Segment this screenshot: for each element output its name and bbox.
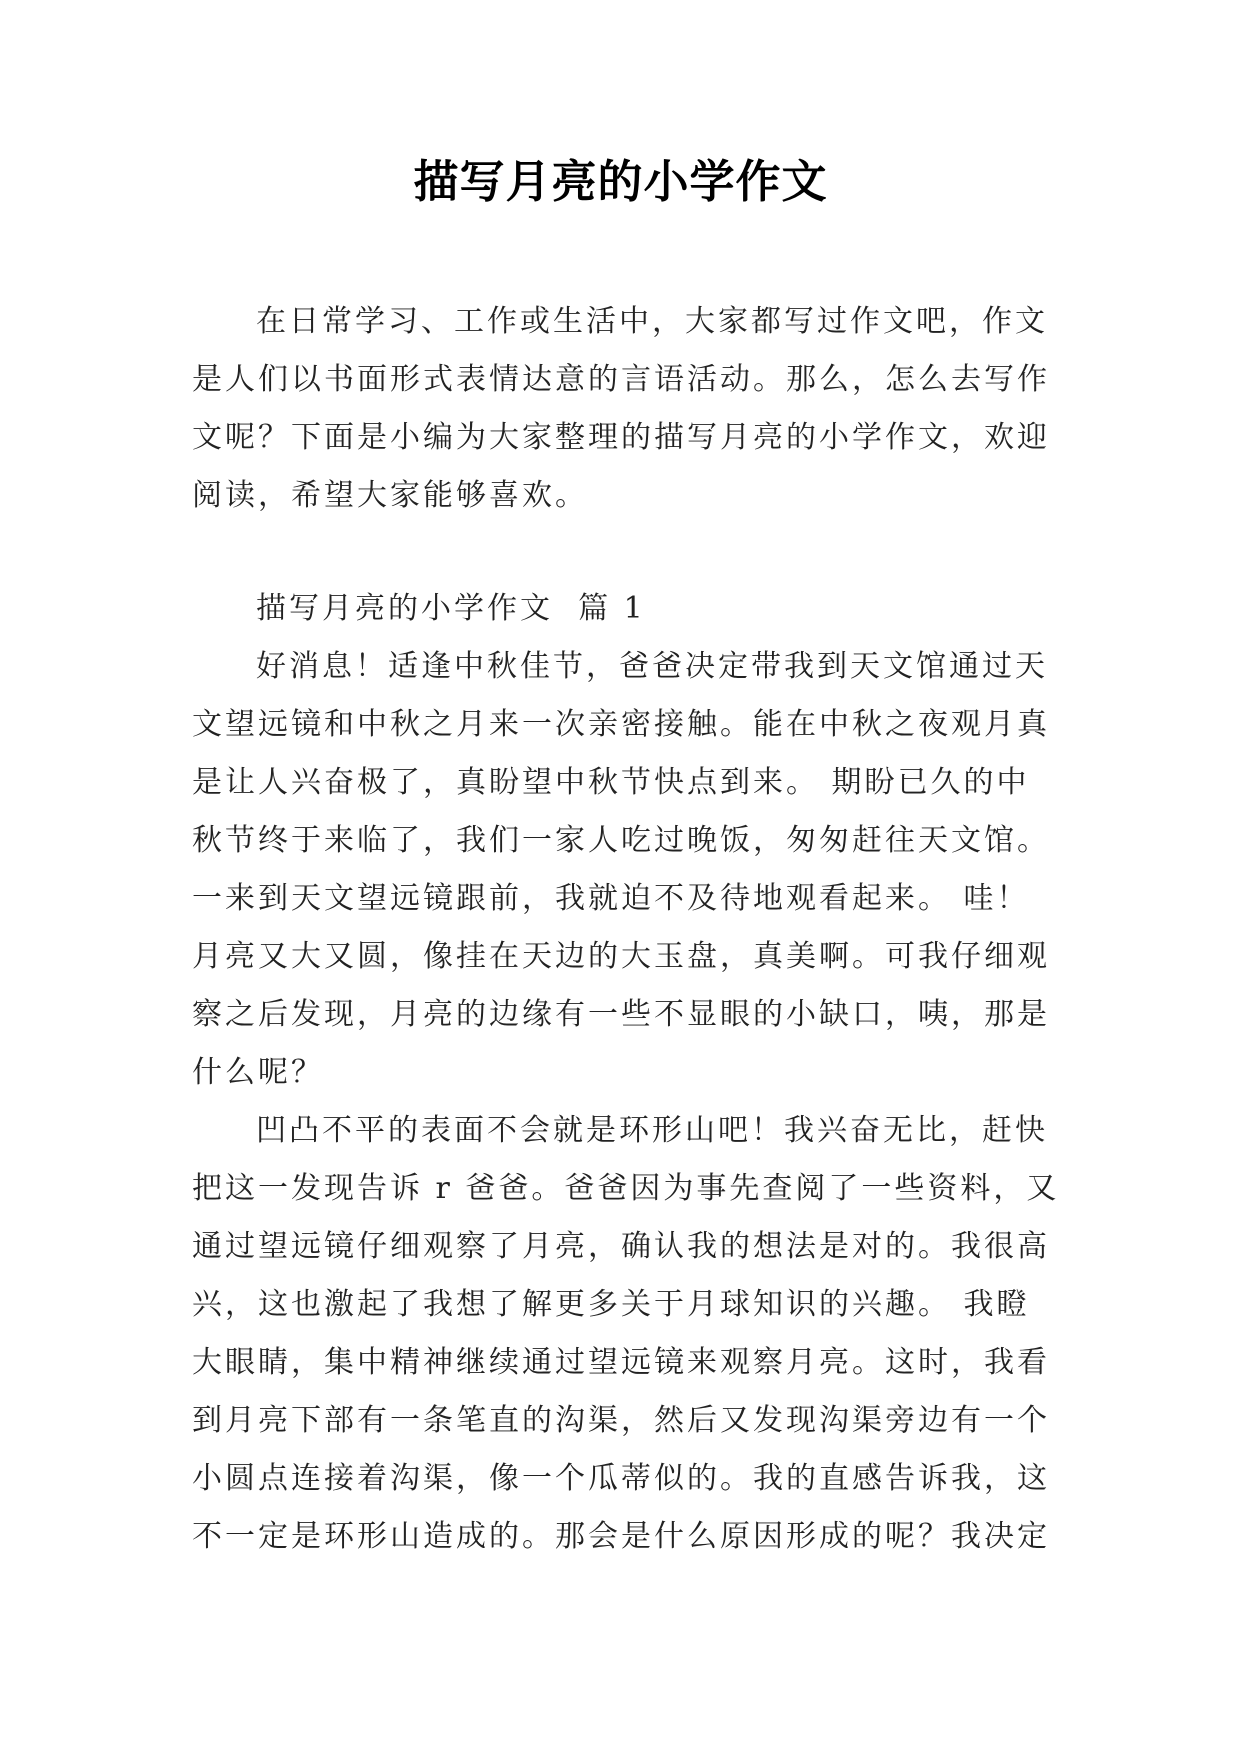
text-line: 察之后发现，月亮的边缘有一些不显眼的小缺口，咦，那是 — [192, 997, 1050, 1032]
text-line: 文望远镜和中秋之月来一次亲密接触。能在中秋之夜观月真 — [192, 707, 1050, 742]
text-line: 不一定是环形山造成的。那会是什么原因形成的呢？我决定 — [192, 1519, 1050, 1554]
text-line: 通过望远镜仔细观察了月亮，确认我的想法是对的。我很高 — [192, 1229, 1050, 1264]
text-line: 兴，这也激起了我想了解更多关于月球知识的兴趣。 我瞪 — [192, 1287, 1030, 1322]
text-line: 什么呢？ — [192, 1055, 324, 1090]
text-line: 好消息！适逢中秋佳节，爸爸决定带我到天文馆通过天 — [256, 649, 1048, 684]
intro-paragraph — [192, 293, 1062, 525]
text-line: 月亮又大又圆，像挂在天边的大玉盘，真美啊。可我仔细观 — [192, 939, 1050, 974]
text-line: 大眼睛，集中精神继续通过望远镜来观察月亮。这时，我看 — [192, 1345, 1050, 1380]
text-line: 小圆点连接着沟渠，像一个瓜蒂似的。我的直感告诉我，这 — [192, 1461, 1050, 1496]
section-paragraph-1 — [192, 638, 1062, 1102]
section-paragraph-2 — [192, 1102, 1062, 1566]
text-line: 是人们以书面形式表情达意的言语活动。那么，怎么去写作 — [192, 362, 1050, 397]
document-title: 描写月亮的小学作文 — [413, 155, 828, 208]
text-line: 一来到天文望远镜跟前，我就迫不及待地观看起来。 哇！ — [192, 881, 1030, 916]
text-line: 凹凸不平的表面不会就是环形山吧！我兴奋无比，赶快 — [256, 1113, 1048, 1148]
text-line: 秋节终于来临了，我们一家人吃过晚饭，匆匆赶往天文馆。 — [192, 823, 1050, 858]
section-heading — [192, 580, 1062, 638]
text-line: 阅读，希望大家能够喜欢。 — [192, 478, 588, 513]
text-line: 到月亮下部有一条笔直的沟渠，然后又发现沟渠旁边有一个 — [192, 1403, 1050, 1438]
section-heading-text: 描写月亮的小学作文 篇 1 — [256, 591, 646, 626]
text-line: 是让人兴奋极了，真盼望中秋节快点到来。 期盼已久的中 — [192, 765, 1030, 800]
text-line: 在日常学习、工作或生活中，大家都写过作文吧，作文 — [256, 304, 1048, 339]
text-line: 把这一发现告诉 r 爸爸。爸爸因为事先查阅了一些资料，又 — [192, 1171, 1060, 1206]
text-line: 文呢？下面是小编为大家整理的描写月亮的小学作文，欢迎 — [192, 420, 1050, 455]
